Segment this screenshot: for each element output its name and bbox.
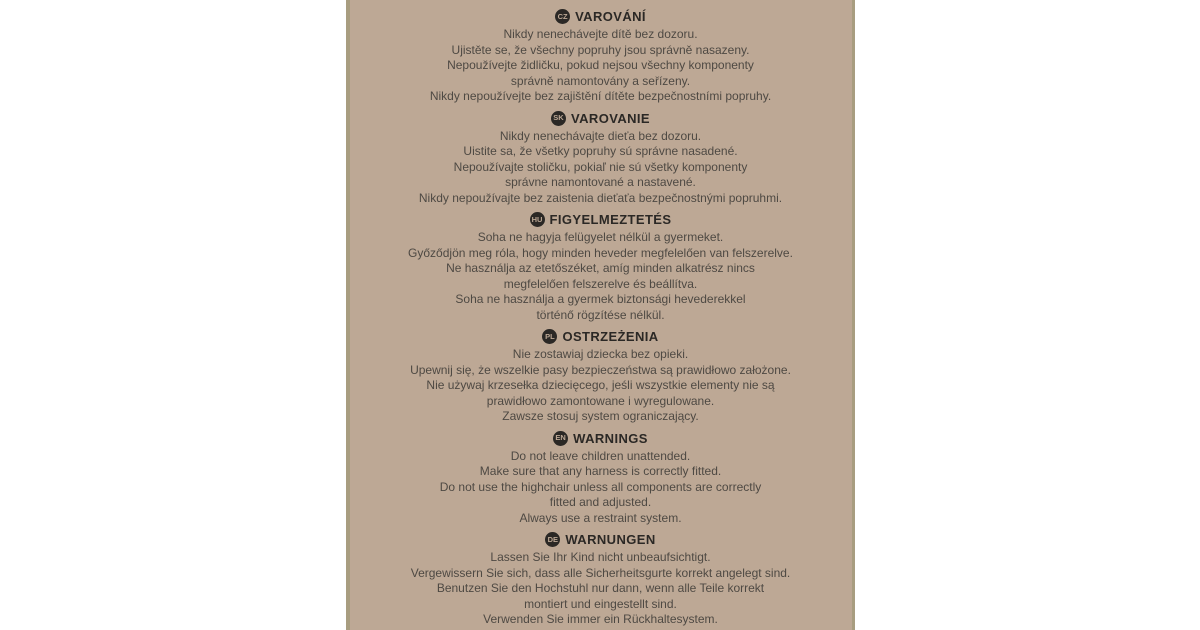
section-title: VAROVÁNÍ [575,9,646,24]
badge-code: PL [545,331,555,341]
cz-language-badge-icon [555,9,570,24]
warning-section-sk [358,110,844,207]
warning-line: Upewnij się, że wszelkie pasy bezpieczeństwa są prawidłowo założone. [410,362,791,377]
badge-code: SK [553,113,564,123]
section-title: WARNUNGEN [565,532,656,547]
section-title: VAROVANIE [571,110,650,126]
warning-line: montiert und eingestellt sind. [524,596,677,611]
warning-section-de [358,531,844,628]
badge-code: CZ [557,11,568,21]
warning-line: správne namontované a nastavené. [505,175,696,189]
pl-language-badge-icon [542,329,557,344]
warning-line: Always use a restraint system. [519,510,682,525]
warning-line: Do not use the highchair unless all components are correctly [439,479,762,494]
warning-line: Make sure that any harness is correctly fitted. [479,464,722,478]
warning-section-cz [358,8,844,105]
warning-line: Vergewissern Sie sich, dass alle Sicherheitsgurte korrekt angelegt sind. [410,565,791,580]
section-header-pl [358,328,844,345]
section-title: OSTRZEŻENIA [562,329,659,344]
warning-line: Ujistěte se, že všechny popruhy jsou správně nasazeny. [451,42,750,57]
warning-line: Nie zostawiaj dziecka bez opieki. [512,347,689,361]
warning-line: fitted and adjusted. [549,495,652,509]
section-header-cz [358,8,844,25]
warning-line: Nikdy nenechávajte dieťa bez dozoru. [499,128,702,143]
warning-line: Verwenden Sie immer ein Rückhaltesystem. [483,612,718,626]
section-header-hu [358,211,844,228]
warning-line: megfelelően felszerelve és beállítva. [503,276,698,291]
warning-line: Nie używaj krzesełka dziecięcego, jeśli wszystkie elementy nie są [426,378,775,392]
warning-line: Soha ne hagyja felügyelet nélkül a gyermeket. [477,230,724,244]
warning-section-pl [358,328,844,425]
warning-line: Benutzen Sie den Hochstuhl nur dann, wenn alle Teile korrekt [436,581,765,595]
warning-line: Nikdy nenechávejte dítě bez dozoru. [503,27,698,41]
section-title: FIGYELMEZTETÉS [549,212,672,227]
warning-line: Soha ne használja a gyermek biztonsági hevederekkel [455,292,746,306]
warning-line: Győződjön meg róla, hogy minden heveder megfelelően van felszerelve. [408,245,793,260]
warning-section-hu [358,211,844,323]
badge-code: HU [531,214,543,224]
badge-code: DE [547,534,559,544]
warning-label-panel [346,0,855,630]
section-header-en [358,430,844,447]
warning-line: Nikdy nepoužívajte bez zaistenia dieťaťa bezpečnostnými popruhmi. [418,190,783,205]
de-language-badge-icon [545,532,560,547]
warning-line: történő rögzítése nélkül. [536,307,665,322]
warning-line: Do not leave children unattended. [510,448,691,463]
badge-code: EN [555,433,566,443]
warning-line: Nepoužívajte stoličku, pokiaľ nie sú všetky komponenty [453,159,748,174]
warning-line: Nikdy nepoužívejte bez zajištění dítěte bezpečnostními popruhy. [429,89,772,103]
warning-line: Ne használja az etetőszéket, amíg minden alkatrész nincs [446,261,755,275]
section-header-de [358,531,844,548]
hu-language-badge-icon [530,212,545,227]
warning-line: prawidłowo zamontowane i wyregulowane. [486,393,715,408]
sk-language-badge-icon [551,111,566,126]
warning-line: správně namontovány a seřízeny. [510,73,691,88]
warning-section-en [358,430,844,527]
en-language-badge-icon [553,431,568,446]
warning-line: Nepoužívejte židličku, pokud nejsou všechny komponenty [447,58,754,72]
warning-line: Uistite sa, že všetky popruhy sú správne nasadené. [463,144,738,158]
warning-line: Lassen Sie Ihr Kind nicht unbeaufsichtigt. [490,550,711,564]
section-title: WARNINGS [573,430,648,446]
section-header-sk [358,110,844,127]
warning-line: Zawsze stosuj system ograniczający. [502,409,699,423]
